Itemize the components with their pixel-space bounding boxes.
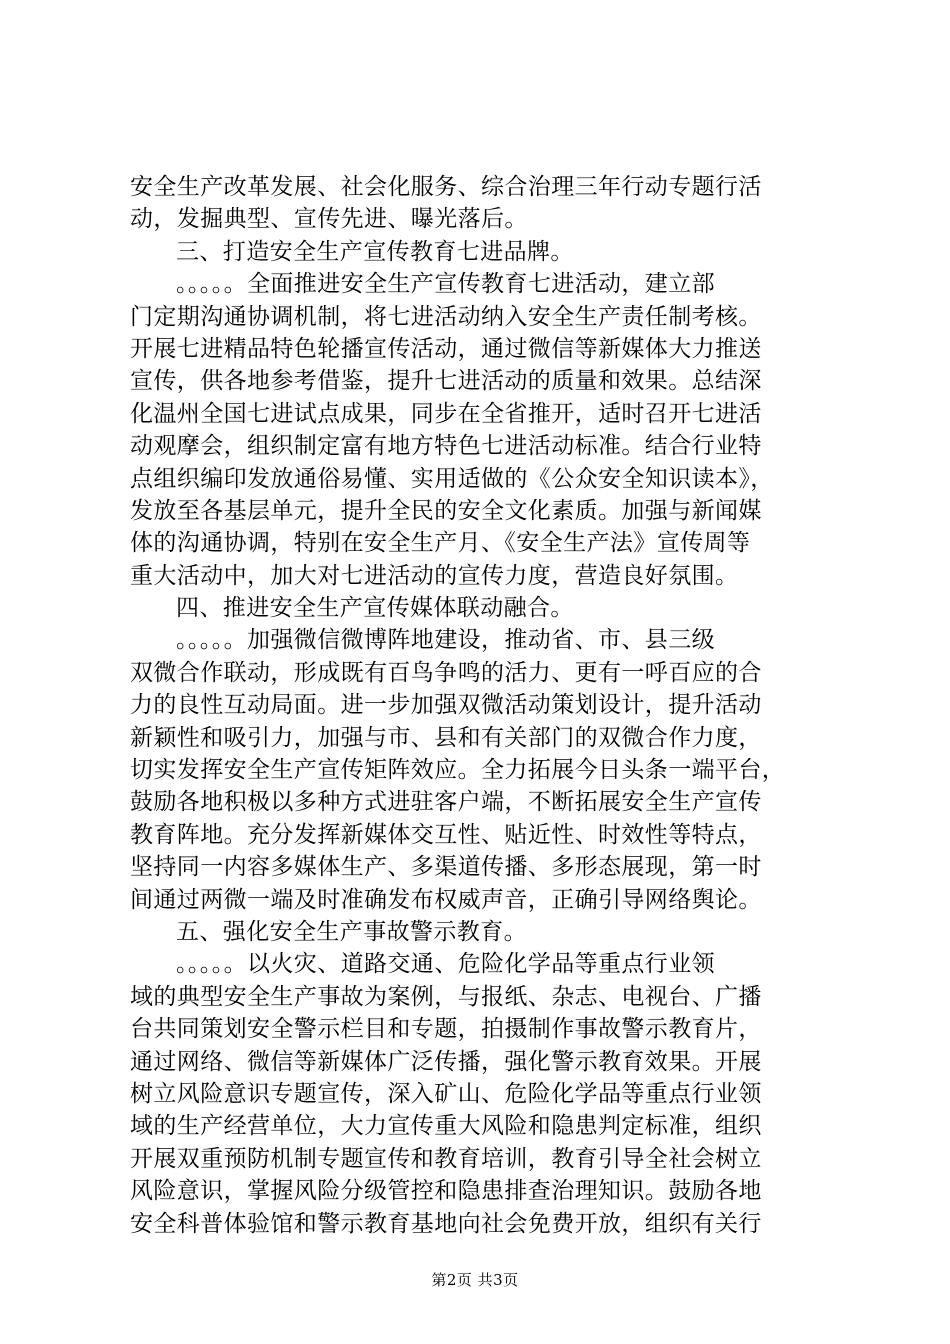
- document-line: 双微合作联动，形成既有百鸟争鸣的活力、更有一呼百应的合: [130, 659, 762, 686]
- document-line: 宣传，供各地参考借鉴，提升七进活动的质量和效果。总结深: [130, 368, 762, 395]
- document-line: 化温州全国七进试点成果，同步在全省推开，适时召开七进活: [130, 400, 762, 427]
- document-line: 安全生产改革发展、社会化服务、综合治理三年行动专题行活: [130, 174, 762, 200]
- document-line: 鼓励各地积极以多种方式进驻客户端，不断拓展安全生产宣传: [130, 789, 762, 816]
- document-line: 发放至各基层单元，提升全民的安全文化素质。加强与新闻媒: [130, 497, 762, 524]
- document-line: 点组织编印发放通俗易懂、实用适做的《公众安全知识读本》，: [130, 465, 774, 492]
- document-line: 间通过两微一端及时准确发布权威声音，正确引导网络舆论。: [130, 886, 762, 913]
- page-footer: [0, 1270, 950, 1290]
- document-line: 。。。。。全面推进安全生产宣传教育七进活动，建立部: [176, 271, 715, 298]
- document-line: 动观摩会，组织制定富有地方特色七进活动标准。结合行业特: [130, 433, 762, 460]
- document-line: 域的生产经营单位，大力宣传重大风险和隐患判定标准，组织: [130, 1113, 762, 1140]
- document-line: 切实发挥安全生产宣传矩阵效应。全力拓展今日头条一端平台，: [130, 757, 786, 784]
- document-line: 。。。。。加强微信微博阵地建设，推动省、市、县三级: [176, 627, 715, 654]
- document-line: 新颖性和吸引力，加强与市、县和有关部门的双微合作力度，: [130, 724, 762, 751]
- document-line: 开展七进精品特色轮播宣传活动，通过微信等新媒体大力推送: [130, 335, 762, 362]
- document-line: 域的典型安全生产事故为案例，与报纸、杂志、电视台、广播: [130, 983, 762, 1010]
- document-line: 安全科普体验馆和警示教育基地向社会免费开放，组织有关行: [130, 1210, 762, 1237]
- document-line: 树立风险意识专题宣传，深入矿山、危险化学品等重点行业领: [130, 1080, 762, 1107]
- document-line: 体的沟通协调，特别在安全生产月、《安全生产法》宣传周等: [130, 530, 751, 557]
- document-line: 坚持同一内容多媒体生产、多渠道传播、多形态展现，第一时: [130, 854, 762, 881]
- document-line: 五、强化安全生产事故警示教育。: [176, 918, 527, 945]
- document-body: [130, 171, 830, 1240]
- document-line: 三、打造安全生产宣传教育七进品牌。: [176, 238, 574, 265]
- document-line: 开展双重预防机制专题宣传和教育培训，教育引导全社会树立: [130, 1145, 762, 1172]
- document-line: 力的良性互动局面。进一步加强双微活动策划设计，提升活动: [130, 692, 762, 719]
- document-line: 台共同策划安全警示栏目和专题，拍摄制作事故警示教育片，: [130, 1016, 762, 1043]
- document-line: 门定期沟通协调机制，将七进活动纳入安全生产责任制考核。: [130, 303, 762, 330]
- page-number-label: 第2页 共3页: [431, 1271, 519, 1289]
- document-line: 动，发掘典型、宣传先进、曝光落后。: [130, 206, 528, 233]
- document-line: 四、推进安全生产宣传媒体联动融合。: [176, 595, 574, 622]
- document-line: 重大活动中，加大对七进活动的宣传力度，营造良好氛围。: [130, 562, 739, 589]
- document-line: 。。。。。以火灾、道路交通、危险化学品等重点行业领: [176, 951, 715, 978]
- document-line: 风险意识，掌握风险分级管控和隐患排查治理知识。鼓励各地: [130, 1178, 762, 1205]
- document-line: 通过网络、微信等新媒体广泛传播，强化警示教育效果。开展: [130, 1048, 762, 1075]
- document-line: 教育阵地。充分发挥新媒体交互性、贴近性、时效性等特点，: [130, 821, 762, 848]
